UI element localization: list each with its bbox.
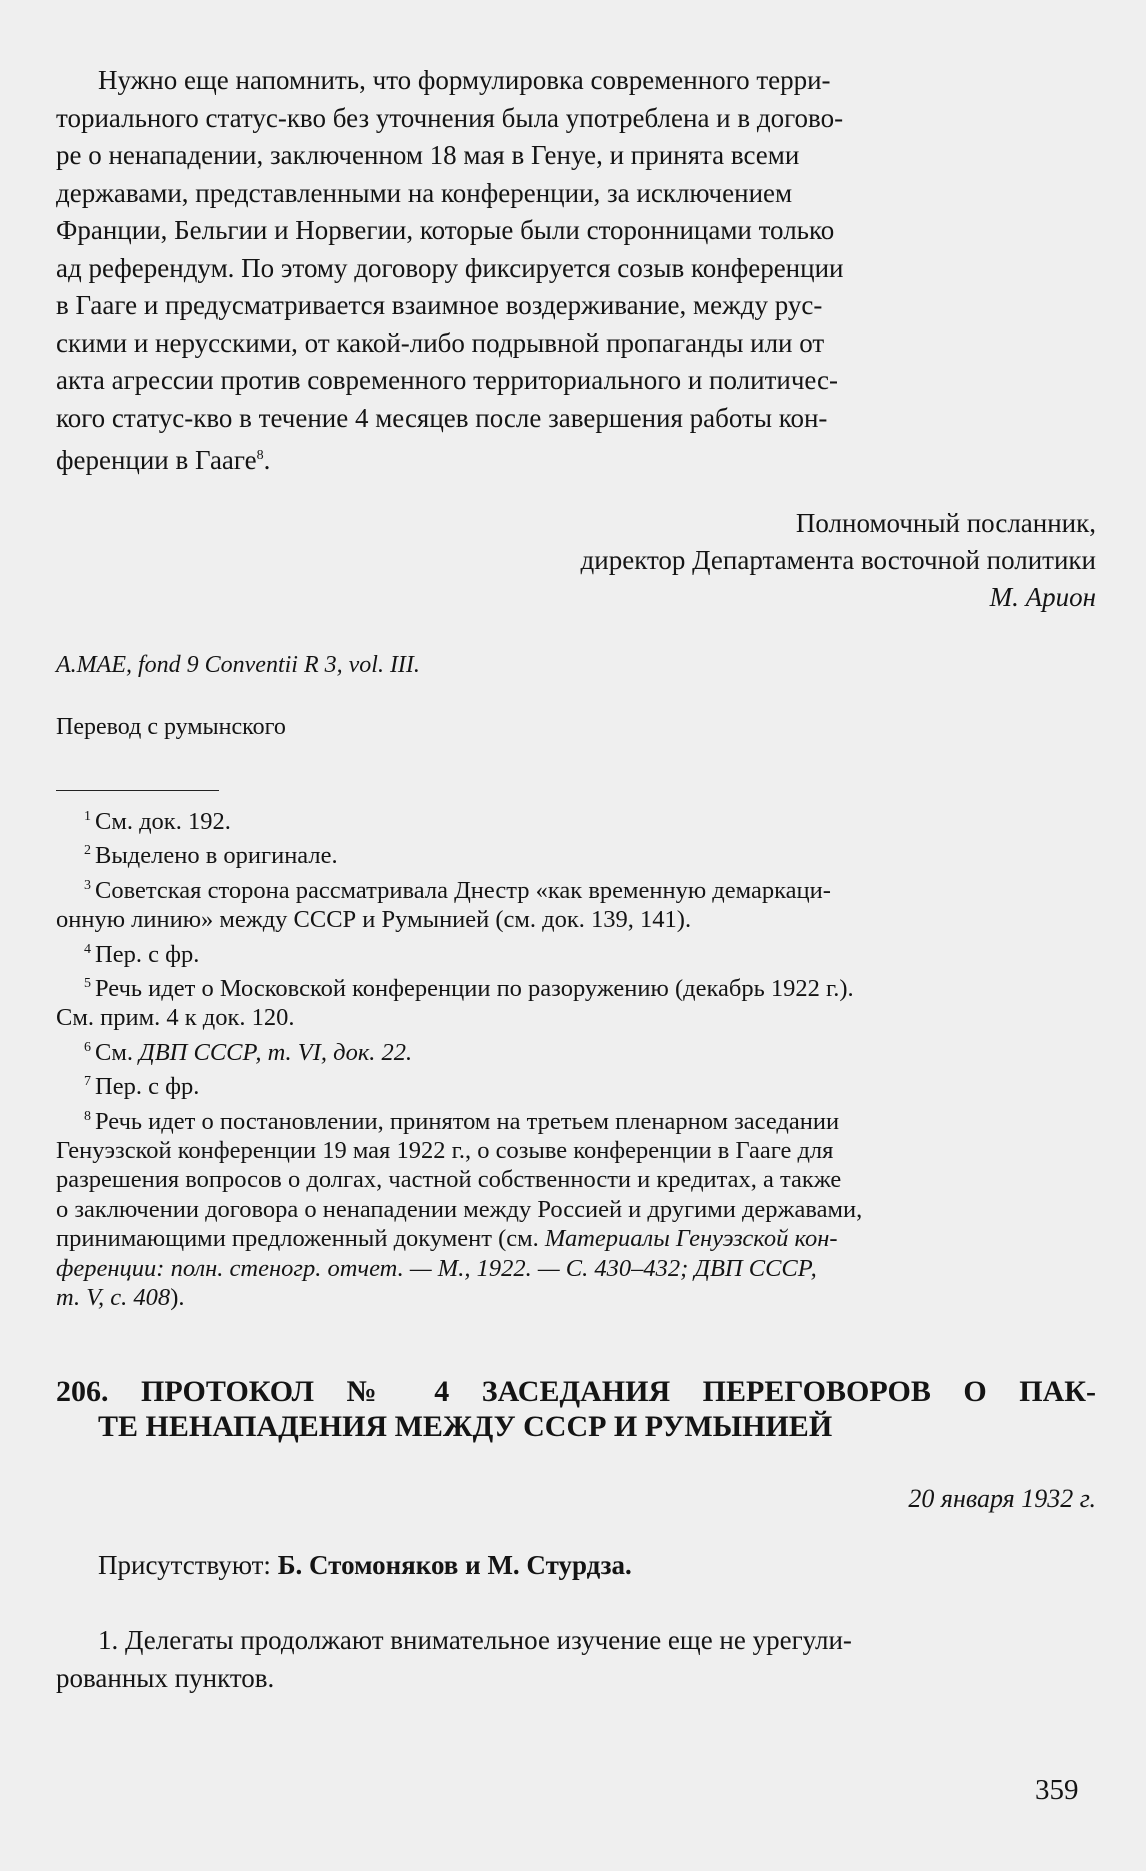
intro-last-line — [56, 437, 1096, 480]
footnote-8-line: разрешения вопросов о долгах, частной собственности и кредитах, а также — [56, 1166, 842, 1194]
footnote-8-text: принимающими предложенный документ (см. — [56, 1225, 545, 1253]
document-heading — [56, 1374, 1096, 1444]
intro-line: кого статус-кво в течение 4 месяцев после завершения работы кон- — [56, 402, 828, 433]
page-number: 359 — [1035, 1774, 1079, 1806]
footnote-divider — [56, 790, 219, 791]
signature-name — [56, 579, 1096, 616]
footnote-number: 7 — [84, 1074, 91, 1090]
item-1-line: рованных пунктов. — [56, 1662, 275, 1693]
date-text: 20 января 1932 г. — [908, 1484, 1096, 1513]
footnote-8-line — [56, 1283, 1096, 1312]
footnote-text: Пер. с фр. — [95, 940, 200, 968]
archive-source — [56, 652, 1096, 679]
signature-title: Полномочный посланник, — [795, 508, 1096, 538]
heading-line-2: ТЕ НЕНАПАДЕНИЯ МЕЖДУ СССР И РУМЫНИЕЙ — [98, 1410, 833, 1443]
footnote-ref: 8 — [256, 448, 264, 463]
footnotes — [56, 802, 1096, 1313]
attendees-label: Присутствуют: — [98, 1550, 278, 1580]
intro-paragraph — [56, 62, 1096, 480]
intro-line: ад референдум. По этому договору фиксируется созыв конференции — [56, 252, 844, 283]
footnote-8-citation: т. V, с. 408 — [56, 1284, 171, 1312]
footnote-3-cont: онную линию» между СССР и Румынией (см. док. 139, 141). — [56, 906, 692, 934]
footnote-6 — [56, 1033, 1096, 1067]
attendees-names: Б. Стомоняков и М. Стурдза. — [277, 1550, 632, 1580]
document-date — [56, 1484, 1096, 1514]
footnote-3 — [56, 871, 1096, 905]
footnote-number: 8 — [84, 1108, 91, 1124]
footnote-text: Речь идет о Московской конференции по разоружению (декабрь 1922 г.). — [95, 975, 854, 1003]
intro-line: Нужно еще напомнить, что формулировка современного терри- — [98, 65, 831, 95]
footnote-8-citation: ференции: полн. стеногр. отчет. — М., 1922. — С. 430–432; ДВП СССР, — [56, 1254, 817, 1282]
signature-name-text: М. Арион — [989, 582, 1096, 612]
attendees — [98, 1550, 1096, 1581]
source-text: A.MAE, fond 9 Conventii R 3, vol. III. — [56, 652, 420, 678]
footnote-7 — [56, 1067, 1096, 1101]
footnote-number: 5 — [84, 976, 91, 992]
intro-line: ториального статус-кво без уточнения была употреблена и в догово- — [56, 102, 844, 133]
footnote-8-line — [56, 1254, 1096, 1283]
signature-position: директор Департамента восточной политики — [580, 545, 1096, 575]
footnote-number: 1 — [84, 809, 91, 824]
footnote-citation: ДВП СССР, т. VI, док. 22. — [139, 1038, 413, 1066]
footnote-text: Выделено в оригинале. — [95, 842, 338, 870]
footnote-text: Пер. с фр. — [95, 1073, 200, 1101]
footnote-number: 6 — [84, 1039, 91, 1055]
intro-last-punct: . — [263, 445, 271, 475]
footnote-8-end: ). — [170, 1284, 185, 1312]
heading-line-1: 206. ПРОТОКОЛ № 4 ЗАСЕДАНИЯ ПЕРЕГОВОРОВ О ПАК- — [56, 1375, 1096, 1408]
intro-line: акта агрессии против современного территориального и политичес- — [56, 365, 839, 395]
footnote-8 — [56, 1102, 1096, 1136]
intro-line: ре о ненападении, заключенном 18 мая в Генуе, и принята всеми — [56, 140, 800, 170]
attendees-line — [98, 1550, 1096, 1581]
footnote-8-line: Генуэзской конференции 19 мая 1922 г., о созыве конференции в Гааге для — [56, 1137, 834, 1165]
footnote-text: Речь идет о постановлении, принятом на третьем пленарном заседании — [95, 1107, 840, 1135]
footnote-8-line — [56, 1224, 1096, 1253]
intro-line: в Гааге и предусматривается взаимное воздерживание, между рус- — [56, 290, 823, 320]
footnote-8-citation: Материалы Генуэзской кон- — [544, 1225, 838, 1253]
intro-line: державами, представленными на конференции, за исключением — [56, 177, 793, 208]
footnote-8-line: о заключении договора о ненападении между Россией и другими державами, — [56, 1195, 863, 1223]
intro-last-text: ференции в Гааге — [56, 445, 257, 475]
footnote-text: См. док. 192. — [95, 808, 231, 835]
footnote-number: 4 — [84, 941, 91, 957]
footnote-4 — [56, 935, 1096, 969]
footnote-text: См. — [95, 1038, 140, 1066]
footnote-number: 3 — [84, 877, 91, 893]
footnote-5-cont: См. прим. 4 к док. 120. — [56, 1004, 295, 1032]
signature-block — [56, 505, 1096, 616]
footnote-text: Советская сторона рассматривала Днестр «как временную демаркаци- — [95, 876, 831, 904]
footnote-2 — [56, 836, 1096, 870]
footnote-number: 2 — [84, 843, 91, 859]
footnote-1 — [56, 802, 1096, 836]
intro-line: Франции, Бельгии и Норвегии, которые были сторонницами только — [56, 215, 835, 245]
footnote-5 — [56, 969, 1096, 1003]
item-1-paragraph — [56, 1622, 1096, 1697]
intro-line: скими и нерусскими, от какой-либо подрывной пропаганды или от — [56, 327, 825, 358]
item-1-line: 1. Делегаты продолжают внимательное изучение еще не урегули- — [98, 1625, 852, 1655]
translation-note — [56, 714, 1096, 741]
translation-text: Перевод с румынского — [56, 714, 286, 740]
